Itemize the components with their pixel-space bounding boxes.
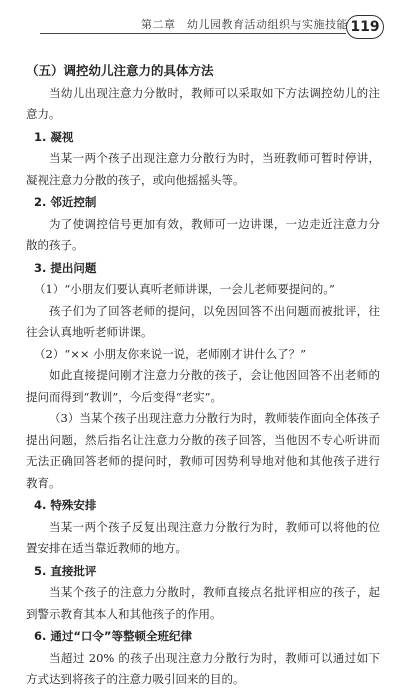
question-quote-1: （1）“小朋友们要认真听老师讲课，一会儿老师要提问的。” — [34, 282, 335, 296]
method-title-questions: 3. 提出问题 — [34, 260, 97, 275]
method-title-special: 4. 特殊安排 — [34, 498, 97, 512]
question-text-2: 如此直接提问刚才注意力分散的孩子，会让他因回答不出老师的提问而得到“教训”，今后变得“老实”。 — [26, 368, 380, 404]
section-intro: 当幼儿出现注意力分散时，教师可以采取如下方法调控幼儿的注意力。 — [26, 85, 380, 121]
method-title-commands: 6. 通过“口令”等整顿全班纪律 — [34, 629, 192, 643]
question-quote-2: （2）“×× 小朋友你来说一说，老师刚才讲什么了？” — [34, 346, 306, 361]
header-rule — [40, 33, 346, 34]
method-title-proximity: 2. 邻近控制 — [34, 195, 97, 209]
method-title-gaze: 1. 凝视 — [34, 129, 74, 144]
question-text-1: 孩子们为了回答老师的提问，以免因回答不出问题而被批评，往往会认真地听老师讲课。 — [26, 303, 380, 339]
method-text-commands: 当超过 20% 的孩子出现注意力分散行为时，教师可以通过如下方式达到将孩子的注意力吸引回来的目的。 — [26, 650, 380, 686]
question-text-3: （3）当某个孩子出现注意力分散行为时，教师装作面向全体孩子提出问题，然后指名让注意力分散的孩子回答，当他因不专心听讲而无法正确回答老师的提问时，教师可因势利导地对他和其他孩子进行教育。 — [26, 411, 380, 490]
page-number: 119 — [346, 15, 384, 39]
method-text-criticism: 当某个孩子的注意力分散时，教师直接点名批评相应的孩子，起到警示教育其本人和其他孩子的作用。 — [26, 585, 380, 621]
page-header — [0, 0, 400, 50]
method-text-proximity: 为了使调控信号更加有效，教师可一边讲课，一边走近注意力分散的孩子。 — [26, 216, 380, 252]
chapter-title: 第二章 幼儿园教育活动组织与实施技能 — [141, 18, 348, 31]
method-text-gaze: 当某一两个孩子出现注意力分散行为时，当班教师可暂时停讲，凝视注意力分散的孩子，或向他摇摇头等。 — [26, 151, 380, 187]
method-title-criticism: 5. 直接批评 — [34, 563, 97, 578]
method-text-special: 当某一两个孩子反复出现注意力分散行为时，教师可以将他的位置安排在适当靠近教师的地方。 — [26, 519, 380, 555]
page-body — [26, 60, 380, 691]
section-title: （五）调控幼儿注意力的具体方法 — [26, 63, 214, 78]
